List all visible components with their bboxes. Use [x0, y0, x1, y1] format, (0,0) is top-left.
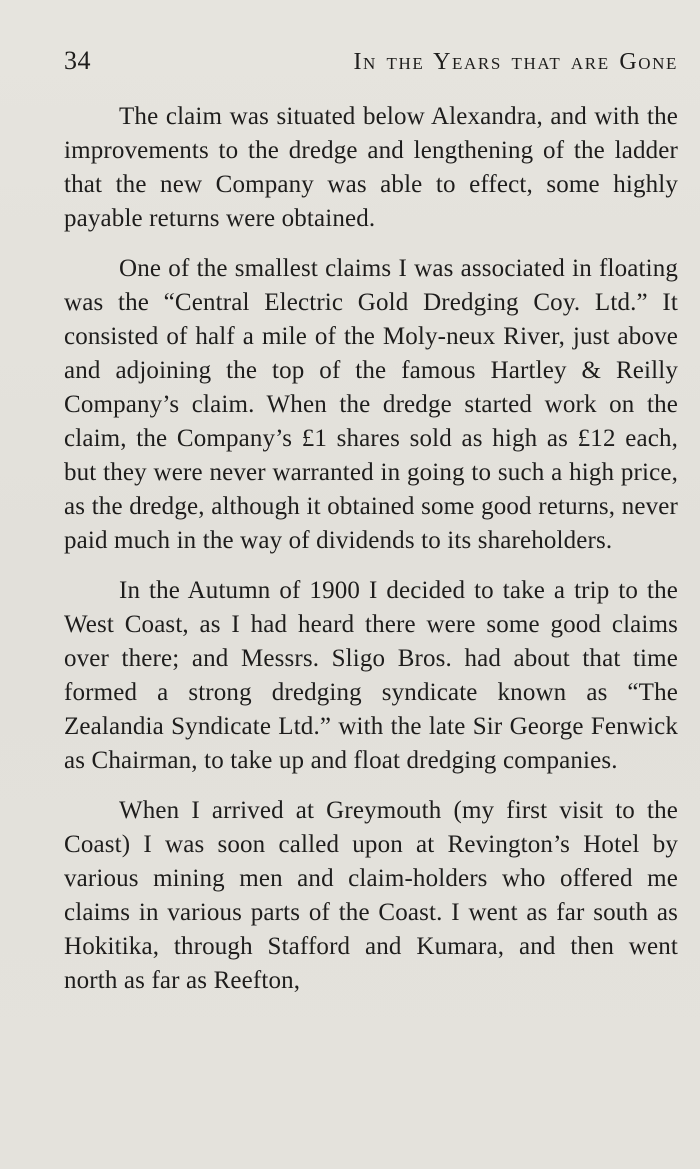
- running-title: In the Years that are Gone: [353, 49, 678, 75]
- paragraph-4: When I arrived at Greymouth (my first visit to the Coast) I was soon called upon at Revington’s Hotel by various mining men and claim-holders who offered me claims in various parts of the Coast. I went as far south as Hokitika, through Stafford and Kumara, and then went north as far as Reefton,: [64, 797, 678, 994]
- page-number: 34: [64, 46, 91, 75]
- paragraph-1: The claim was situated below Alexandra, and with the improvements to the dredge and lengthening of the ladder that the new Company was able to effect, some highly payable returns were obtained.: [64, 103, 678, 232]
- paragraph-2: One of the smallest claims I was associated in floating was the “Central Electric Gold Dredging Coy. Ltd.” It consisted of half a mile of the Moly-neux River, just above and adjoining the top of the famous Hartley & Reilly Company’s claim. When the dredge started work on the claim, the Company’s £1 shares sold as high as £12 each, but they were never warranted in going to such a high price, as the dredge, although it obtained some good returns, never paid much in the way of dividends to its shareholders.: [64, 255, 678, 554]
- paragraph-3: In the Autumn of 1900 I decided to take a trip to the West Coast, as I had heard there were some good claims over there; and Messrs. Sligo Bros. had about that time formed a strong dredging syndicate known as “The Zealandia Syndicate Ltd.” with the late Sir George Fenwick as Chairman, to take up and float dredging companies.: [64, 577, 678, 774]
- body-text: [64, 100, 678, 998]
- running-head: [64, 46, 678, 94]
